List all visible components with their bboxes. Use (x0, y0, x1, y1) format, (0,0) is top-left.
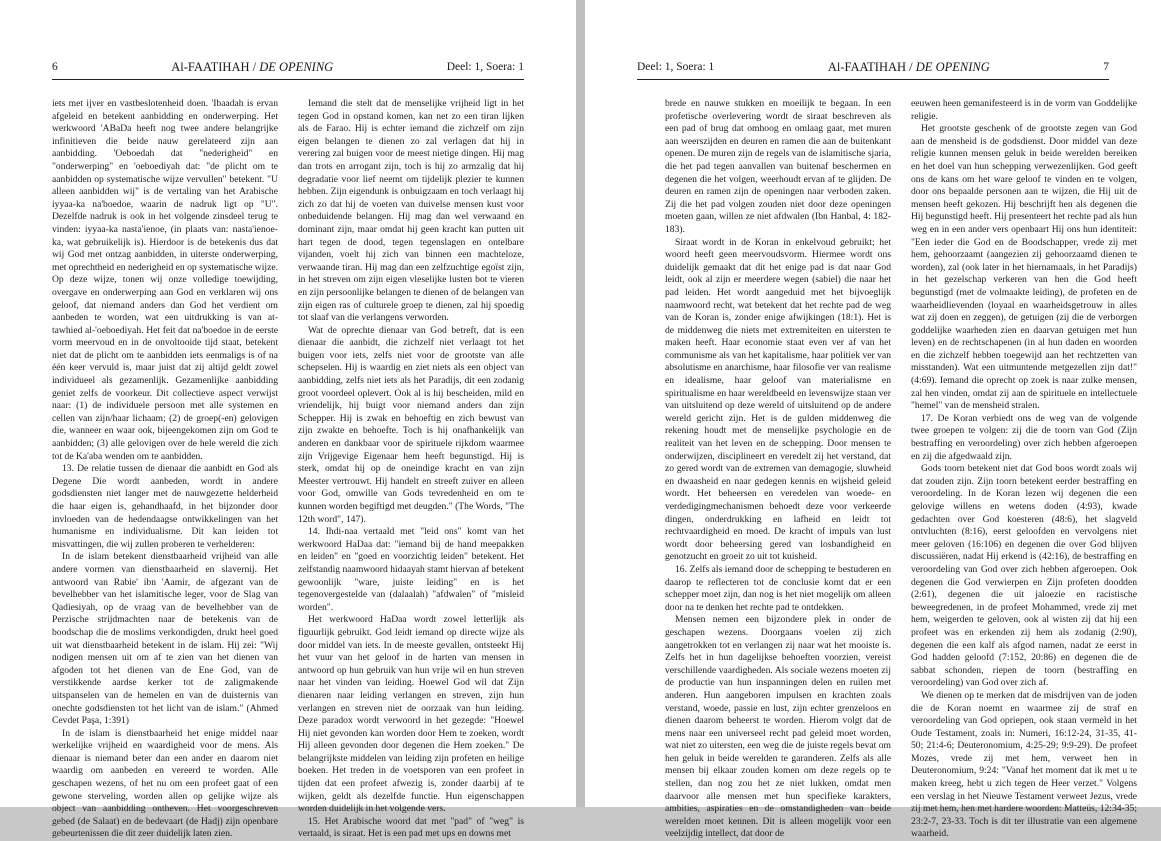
text-column-left (665, 98, 891, 840)
text-column-left (52, 98, 278, 840)
left-page (0, 0, 576, 840)
paragraph: 15. Het Arabische woord dat met "pad" of "weg" is vertaald, is siraat. Het is een pad met ups en downs met (298, 815, 524, 840)
page-number: 6 (52, 61, 58, 73)
running-title: Al-FAATIHAH / DE OPENING (171, 59, 334, 74)
paragraph: We dienen op te merken dat de misdrijven van de joden die de Koran noemt en waarmee zij de straf en veroordeling van God opriepen, ook staan vermeld in het Oude Testament, zoals in: Numeri, 16:12-24, 31-35, 41-50; 21:4-6; Deuteronomium, 4:25-29; 9:9-29). De profeet Mozes, vrede zij met hem, verweet hen in Deuteronomium, 9:24: "Vanaf het moment dat ik met u te maken kreeg, hebt u zich tegen de Heer verzet." Volgens een verslag in het Nieuwe Testament verweet Jezus, vrede zij met hem, hen met hardere woorden: Matteüs, 12:34-35; 23:2-7, 23-33. Toch is dit ter illustratie van een algemene waarheid. (911, 689, 1137, 840)
running-title: Al-FAATIHAH / DE OPENING (827, 59, 990, 74)
paragraph: 17. De Koran verbiedt ons de weg van de volgende twee groepen te volgen: zij die de toorn van God (Zijn bestraffing en veroordeling) over zich hebben afgeroepen en zij die afgedwaald zijn. (911, 412, 1137, 462)
running-title-italic: DE OPENING (915, 59, 990, 74)
paragraph: 16. Zelfs als iemand door de schepping te bestuderen en daarop te reflecteren tot de conclusie komt dat er een schepper moet zijn, dan nog is het niet mogelijk om alleen door na te denken het rechte pad te ontdekken. (665, 563, 891, 613)
right-page (585, 0, 1161, 840)
paragraph: brede en nauwe stukken en moeilijk te begaan. In een profetische overlevering wordt de siraat beschreven als een pad of brug dat omhoog en omlaag gaat, met muren aan weerszijden en deuren en ramen die aan de buitenkant openen. De muren zijn de regels van de islamitische sjaria, die het pad tegen aanvallen van buitenaf beschermen en degenen die het volgen, weerhoudt ervan af te glijden. De deuren en ramen zijn de openingen naar verboden zaken. Zij die het pad volgen zouden niet door deze openingen moeten gaan, willen ze niet afdwalen (Ibn Hanbal, 4: 182-183). (665, 98, 891, 235)
paragraph: 13. De relatie tussen de dienaar die aanbidt en God als Degene Die wordt aanbeden, wordt in andere godsdiensten niet langer met de nauwgezette helderheid die haar eigen is, gehandhaafd, in het bijzonder door invloeden van de hedendaagse ontwikkelingen van het humanisme en individualisme. Dit kan leiden tot misvattingen, die wij zullen proberen te verhelderen: (52, 463, 278, 550)
paragraph: In de islam betekent dienstbaarheid vrijheid van alle andere vormen van dienstbaarheid en slavernij. Het antwoord van Rabie' ibn 'Aamir, de afgezant van de bevelhebber van het islamitische leger, voor de Slag van Qadiesiyah, op de vraag van de bevelhebber van de Perzische strijdmachten naar de betekenis van de boodschap die de moslims verkondigden, drukt heel goed uit wat dienstbaarheid betekent in de islam. Hij zei: "Wij nodigen mensen uit om af te zien van het dienen van afgoden tot het dienen van de Ene God, van de verstikkende aardse kerker tot de zaligmakende uitspanselen van de hemelen en van de duisternis van onechte godsdiensten tot het licht van de islam." (Ahmed Cevdet Paşa, 1:391) (52, 551, 278, 727)
page-gutter (576, 0, 585, 807)
header-rule (52, 79, 524, 80)
running-header (637, 58, 1109, 76)
paragraph: Mensen nemen een bijzondere plek in onder de geschapen wezens. Doorgaans voelen zij zich aangetrokken tot en verlangen zij naar wat het mooiste is. Zelfs het in hun dagelijkse behoeften voorzien, vereist verschillende vaardigheden. Als sociale wezens moeten zij de productie van hun inspanningen delen en ruilen met anderen. Hun aangeboren impulsen en krachten zoals verstand, woede, passie en lust, zijn echter grenzeloos en dienen daarom beheerst te worden. Hierom volgt dat de mens naar een universeel recht pad geleid moet worden, wat niet zo uitersten, een weg die de juiste regels bevat om hen geluk in beide werelden te garanderen. Zelfs als alle mensen bij elkaar zouden komen om deze regels op te stellen, dan nog zou het ze niet lukken, omdat men daarvoor alle mensen met hun specifieke karakters, ambities, aspiraties en de omstandigheden van beide werelden moet kennen. Dit is alleen mogelijk voor een veelzijdig intellect, dat door de (665, 614, 891, 840)
paragraph: Iemand die stelt dat de menselijke vrijheid ligt in het tegen God in opstand komen, kan net zo een tiran lijken als de Farao. Hij is echter iemand die zichzelf om zijn eigen belangen te dienen zo zal verlagen dat hij in verering zal buigen voor de meest nietige dingen. Hij mag dan trots en arrogant zijn, toch is hij zo armzalig dat hij degradatie voor lief neemt om tijdelijk plezier te kunnen hebben. Zijn eigendunk is onbuigzaam en toch verlaagt hij zich zo dat hij de voeten van duivelse mensen kust voor onbeduidende belangen. Hij mag dan wel verwaand en dominant zijn, maar omdat hij geen kracht kan putten uit hart tegen de dood, tegen tegenslagen en ontelbare vijanden, voelt hij zich van binnen een machteloze, verwaande tiran. Hij mag dan een zelfzuchtige egoïst zijn, in het streven om zijn eigen vleselijke lusten bot te vieren en zijn persoonlijke belangen te dienen of de belangen van zijn eigen ras of culturele groep te dienen, zal hij spoedig tot slaaf van die verlangens verworden. (298, 98, 524, 324)
page-number: 7 (1103, 61, 1109, 73)
paragraph: Gods toorn betekent niet dat God boos wordt zoals wij dat zouden zijn. Zijn toorn betekent eerder bestraffing en veroordeling. In de Koran lezen wij degenen die een gelovige willens en wetens doden (4:93), kwade gedachten over God koesteren (48:6), het slagveld ontvluchten (8:16), eerst geloofden en vervolgens niet meer geloven (16:106) en degenen die over God blijven discussiëren, nadat Hij erkend is (42:16), de bestraffing en veroordeling van God over zich hebben afgeroepen. Ook degenen die God verwierpen en Zijn profeten doodden (2:61), degenen die uit jaloezie en racistische beweegredenen, in de profeet Mohammed, vrede zij met hem, weigerden te geloven, ook al wisten zij dat hij een profeet was en erkenden zij hem als zodanig (2:90), degenen die een kalf als afgod namen, nadat ze eerst in God hadden geloofd (7:152, 20:86) en degenen die de sabbat schonden, riepen de toorn (bestraffing en veroordeling) van God over zich af. (911, 463, 1137, 689)
text-column-right (911, 98, 1137, 840)
section-label: Deel: 1, Soera: 1 (446, 61, 524, 73)
section-label: Deel: 1, Soera: 1 (637, 61, 715, 73)
paragraph: Wat de oprechte dienaar van God betreft, dat is een dienaar die aanbidt, die zichzelf niet verlaagt tot het buigen voor iets, zelfs niet voor de grootste van alle schepselen. Hij is waardig en ziet niets als een object van aanbidding, zelfs niet iets als het Paradijs, dit een zodanig groot voordeel oplevert. Ook al is hij bescheiden, mild en vriendelijk, hij buigt voor niemand anders dan zijn Schepper. Hij is zwak en behoeftig en zich bewust van zijn zwakte en behoefte. Toch is hij onafhankelijk van anderen en dankbaar voor de spirituele rijkdom waarmee zijn Vrijgevige Eigenaar hem heeft begunstigd. Hij is sterk, omdat hij op de oneindige kracht en van zijn Meester vertrouwt. Hij handelt en streeft zuiver en alleen voor God, omwille van Gods tevredenheid en om te kunnen worden begiftigd met deugden." (The Words, "The 12th word", 147). (298, 324, 524, 525)
paragraph: eeuwen heen gemanifesteerd is in de vorm van Goddelijke religie. (911, 98, 1137, 122)
paragraph: Het werkwoord HaDaa wordt zowel letterlijk als figuurlijk gebruikt. God leidt iemand op directe wijze als door middel van iets. In de meeste gevallen, ontsteekt Hij het vuur van het geloof in de harten van mensen in antwoord op hun gebruik van hun vrije wil en hun streven naar het vinden van leiding. Hoewel God wil dat Zijn dienaren naar leiding verlangen en streven, zijn hun verlangen en streven niet de oorzaak van hun leiding. Deze paradox wordt verwoord in het gezegde: "Hoewel Hij niet gevonden kan worden door Hem te zoeken, wordt Hij alleen gevonden door degenen die Hem zoeken." De belangrijkste middelen van leiding zijn profeten en heilige boeken. Het treden in de voetsporen van een profeet in tijden dat een profeet afwezig is, zonder daarbij af te wijken, geldt als dezelfde functie. Hun eigenschappen worden duidelijk in het volgende vers. (298, 614, 524, 815)
paragraph: 14. Ihdi-naa vertaald met "leid ons" komt van het werkwoord HaDaa dat: "iemand bij de hand meepakken en leiden" en "goed en voorzichtig leiden" betekent. Het zelfstandig naamwoord hidaayah stamt hiervan af betekent gewoonlijk "ware, juiste leiding" en is het tegenovergestelde van (dalaalah) "afdwalen" of "misleid worden". (298, 526, 524, 613)
text-column-right (298, 98, 524, 840)
header-rule (637, 79, 1109, 80)
paragraph: Het grootste geschenk of de grootste zegen van God aan de mensheid is de godsdienst. Door middel van deze religie kunnen mensen geluk in beide werelden bereiken en het doel van hun schepping verwezenlijken. God geeft ons de kans om het ware geloof te vinden en te volgen, door ons bepaalde personen aan te wijzen, die Hij uit de mensen heeft gekozen. Hij beschrijft hen als degenen die Hij begunstigd heeft. Hij presenteert het rechte pad als hun weg en in een ander vers openbaart Hij ons hun identiteit: "Een ieder die God en de Boodschapper, vrede zij met hem, gehoorzaamt (aangezien zij gehoorzaamd dienen te worden), zal (ook later in het hiernamaals, in het Paradijs) in het gezelschap verkeren van hen die God heeft begunstigd (met de volmaakte leiding), de profeten en de waarheidlievenden (loyaal en waarheidsgetrouw in alles wat zij doen en zeggen), de getuigen (zij die de verborgen goddelijke waarheden zien en daarvan getuigen met hun leven) en de rechtschapenen (in al hun daden en woorden en die zichzelf hebben toegewijd aan het rechtzetten van misstanden). Wat een uitmuntende metgezellen zijn dat!" (4:69). Iemand die oprecht op zoek is naar zulke mensen, zal hen vinden, omdat zij aan de spirituele en intellectuele "hemel" van de mensheid stralen. (911, 123, 1137, 412)
paragraph: Siraat wordt in de Koran in enkelvoud gebruikt; het woord heeft geen meervoudsvorm. Hiermee wordt ons duidelijk gemaakt dat dit het enige pad is dat naar God leidt, ook al zijn er meerdere wegen (sabiel) die naar het pad leiden. Het wordt aangeduid met het bijvoeglijk naamwoord recht, wat betekent dat het rechte pad de weg van de Koran is, zonder enige afwijkingen (18:1). Het is de middenweg die niets met extremiteiten en uitersten te maken heeft. Haar economie staat even ver af van het communisme als van het kapitalisme, haar politiek ver van absolutisme en anarchisme, haar filosofie ver van realisme en idealisme, haar geloof van materialisme en spiritualisme en haar wereldbeeld en levenswijze staan ver van uitsluitend op deze wereld of uitsluitend op de andere wereld gericht zijn. Het is de gulden middenweg die rekening houdt met de menselijke psychologie en de realiteit van het leven en de schepping. Door mensen te onderwijzen, disciplineert en veredelt zij het verstand, dat zo gered wordt van de extremen van demagogie, sluwheid en dwaasheid en naar gedegen kennis en wijsheid geleid wordt. Het beheersen en veredelen van woede- en verdedigingmechanismen behoedt deze voor verkeerde dingen, onderdrukking en lafheid en leidt tot rechtvaardigheid en moed. De kracht of impuls van lust wordt door beheersing gered van losbandigheid en genotzucht en groeit zo uit tot kuisheid. (665, 236, 891, 563)
running-header (52, 58, 524, 76)
paragraph: In de islam is dienstbaarheid het enige middel naar werkelijke vrijheid en waardigheid voor de mens. Als dienaar is niemand beter dan een ander en daarom niet waardig om aanbeden en vereerd te worden. Alle geschapen wezens, of het nu om een profeet gaat of een gewone sterveling, worden allen op gelijke wijze als object van aanbidding ontheven. Het voorgeschreven gebed (de Salaat) en de bedevaart (de Hadj) zijn openbare gebeurtenissen die dit zeer duidelijk laten zien. (52, 727, 278, 840)
paragraph: iets met ijver en vastbeslotenheid doen. 'Ibaadah is ervan afgeleid en betekent aanbidding en onderwerping. Het werkwoord 'ABaDa heeft nog twee andere belangrijke infinitieven die beide nauw gerelateerd zijn aan aanbidding. 'Oeboedah dat "nederigheid" en "onderwerping" en 'oeboediyah dat: "de plicht om te aanbidden op systematische wijze vervullen" betekent. "U alleen aanbidden wij" is de vertaling van het Arabische iyyaa-ka na'boedoe, waarin de nadruk ligt op "U". Dezelfde nadruk is ook in het volgende zinsdeel terug te vinden: iyyaa-ka nasta'ienoe, (in plaats van: nasta'ienoe-ka, wat gebruikelijk is). Hierdoor is de betekenis dus dat wij God met ontzag aanbidden, in uiterste onderwerping, met oprechtheid en nederigheid en op systematische wijze. Op deze wijze, tonen wij onze volledige toewijding, overgave en onderwerping aan God en verklaren wij ons geloof, dat niemand anders dan God het verdient om aanbeden te worden, wat een uitdrukking is van at-tawhied al-'oeboediyah. Het feit dat na'boedoe in de eerste vorm meervoud en in de onvoltooide tijd staat, betekent niet dat de plicht om te aanbidden iets eenmaligs is of na één keer vervuld is, maar juist dat zij altijd geldt zowel individueel als gezamenlijk. Gezamenlijke aanbidding geniet zelfs de voorkeur. Dit collectieve aspect verwijst naar: (1) de individuele persoon met alle systemen en cellen van zijn/haar lichaam; (2) de groep(-en) gelovigen die, wanneer en waar ook, bijeengekomen zijn om God te aanbidden; (3) alle gelovigen over de hele wereld die zich tot de Ka'aba wenden om te aanbidden. (52, 98, 278, 462)
running-title-italic: DE OPENING (259, 59, 334, 74)
